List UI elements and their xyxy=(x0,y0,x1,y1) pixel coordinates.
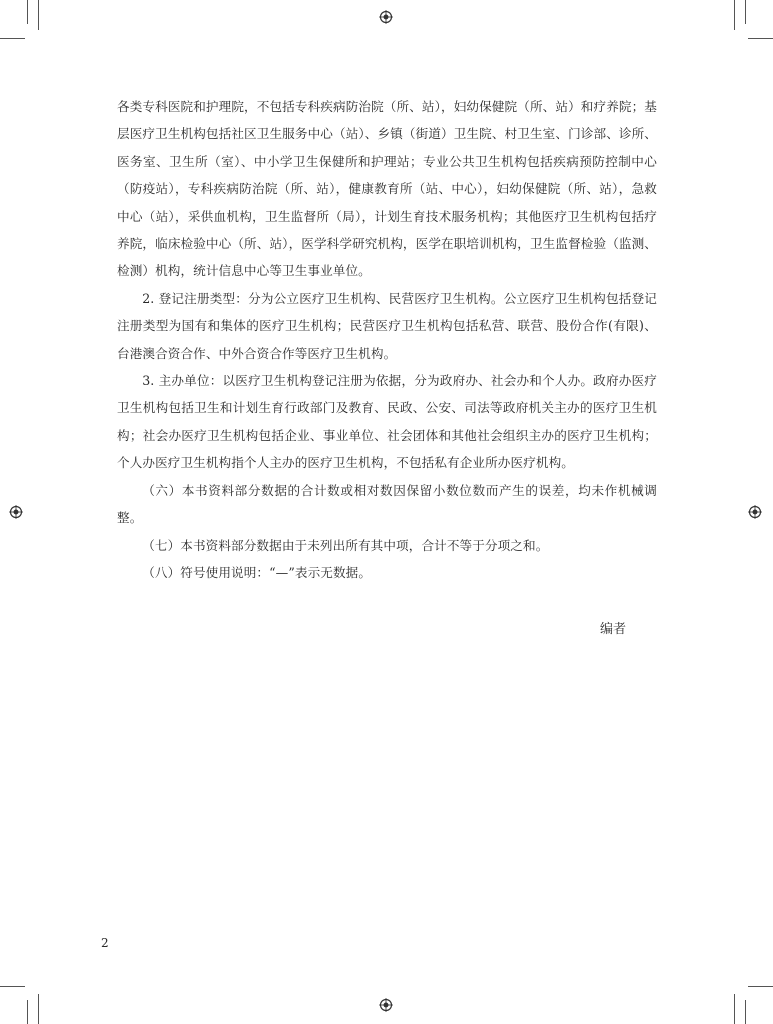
crop-mark xyxy=(27,1000,28,1024)
page-number: 2 xyxy=(101,936,109,950)
paragraph-note-seven: （七）本书资料部分数据由于未列出所有其中项，合计不等于分项之和。 xyxy=(142,537,549,553)
crop-mark xyxy=(38,994,39,1024)
registration-mark-icon xyxy=(748,505,762,519)
registration-mark-icon xyxy=(379,10,393,24)
registration-mark-icon xyxy=(9,505,23,519)
crop-mark xyxy=(745,0,746,24)
paragraph-note-six: （六）本书资料部分数据的合计数或相对数因保留小数位数而产生的误差，均未作机械调整。 xyxy=(117,482,657,526)
crop-mark xyxy=(0,986,25,987)
crop-mark xyxy=(734,0,735,30)
document-body xyxy=(117,93,657,586)
crop-mark xyxy=(748,986,773,987)
paragraph-note-eight: （八）符号使用说明：“—”表示无数据。 xyxy=(142,564,372,580)
crop-mark xyxy=(734,994,735,1024)
paragraph-registration-type: 2. 登记注册类型：分为公立医疗卫生机构、民营医疗卫生机构。公立医疗卫生机构包括登记注册类型为国有和集体的医疗卫生机构；民营医疗卫生机构包括私营、联营、股份合作(有限)、台港澳合资合作、中外合资合作等医疗卫生机构。 xyxy=(117,290,657,361)
paragraph-sponsor-unit: 3. 主办单位：以医疗卫生机构登记注册为依据，分为政府办、社会办和个人办。政府办医疗卫生机构包括卫生和计划生育行政部门及教育、民政、公安、司法等政府机关主办的医疗卫生机构；社会办医疗卫生机构包括企业、事业单位、社会团体和其他社会组织主办的医疗卫生机构；个人办医疗卫生机构指个人主办的医疗卫生机构，不包括私有企业所办医疗机构。 xyxy=(117,373,657,471)
crop-mark xyxy=(0,38,25,39)
registration-mark-icon xyxy=(379,998,393,1012)
crop-mark xyxy=(748,38,773,39)
editor-signature: 编者 xyxy=(600,622,627,637)
crop-mark xyxy=(38,0,39,30)
crop-mark xyxy=(745,1000,746,1024)
paragraph: 各类专科医院和护理院，不包括专科疾病防治院（所、站），妇幼保健院（所、站）和疗养院；基层医疗卫生机构包括社区卫生服务中心（站）、乡镇（街道）卫生院、村卫生室、门诊部、诊所、医务室、卫生所（室）、中小学卫生保健所和护理站；专业公共卫生机构包括疾病预防控制中心（防疫站），专科疾病防治院（所、站），健康教育所（站、中心），妇幼保健院（所、站），急救中心（站），采供血机构，卫生监督所（局），计划生育技术服务机构；其他医疗卫生机构包括疗养院，临床检验中心（所、站），医学科学研究机构，医学在职培训机构，卫生监督检验（监测、检测）机构，统计信息中心等卫生事业单位。 xyxy=(117,99,657,279)
crop-mark xyxy=(27,0,28,24)
